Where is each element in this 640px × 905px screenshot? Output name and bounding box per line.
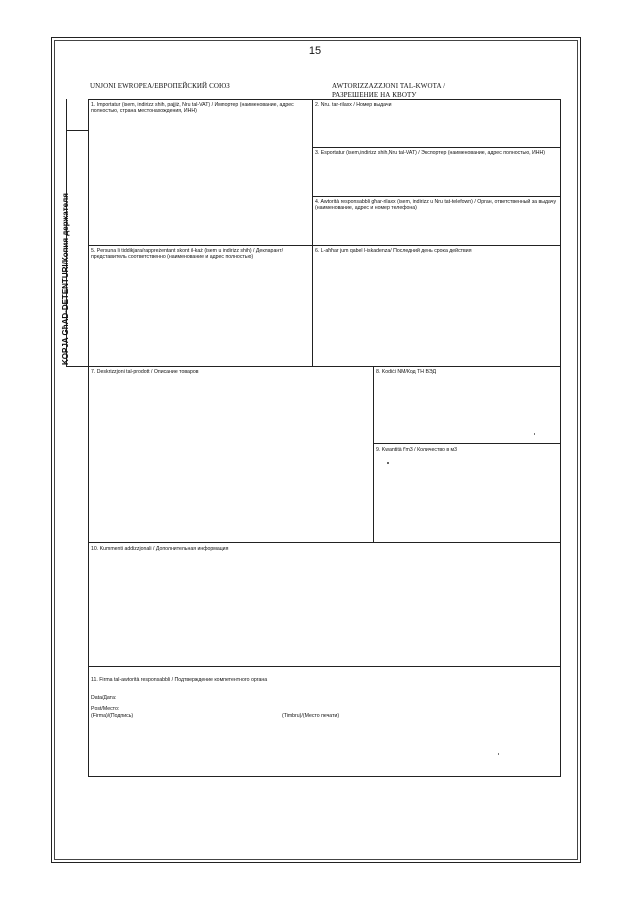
divider-7-8 — [373, 366, 374, 542]
scan-speck — [498, 753, 499, 755]
header-quota-title-ru: РАЗРЕШЕНИЕ НА КВОТУ — [332, 91, 417, 99]
box-7-description-label: 7. Deskrizzjoni tal-prodott / Описание товаров — [91, 369, 199, 375]
divider-2-3 — [312, 147, 561, 148]
header-quota-title: AWTORIZZAZZJONI TAL-KWOTA / — [332, 82, 446, 90]
box-10-additional-info-label: 10. Kummenti addizzjonali / Дополнительная информация — [91, 546, 229, 552]
form-right-border — [560, 99, 561, 777]
sidebar-holder-copy-label: KOPJA GћAD-DETENTURI/Копия держателя — [61, 193, 70, 365]
box-11-signature-label: 11. Firma tal-awtorità responsabbli / Подтверждение компетентного органа — [91, 677, 268, 683]
date-field-label: Data/Дата: — [91, 695, 117, 701]
box-1-importer-label: 1. Importatur (isem, indirizz shih, pajjiż, Nru tal-VAT) / Импортер (наименование, адрес полностью, страна местонахождения, ИНН) — [91, 102, 294, 115]
divider-row-7 — [66, 366, 561, 367]
page-number: 15 — [308, 45, 322, 57]
divider-row-5-6 — [88, 245, 561, 246]
divider-3-4 — [312, 196, 561, 197]
box-8-cn-code-label: 8. Kodiċi NM/Код ТН ВЭД — [376, 369, 436, 375]
divider-row-11 — [88, 666, 561, 667]
box-2-release-number-label: 2. Nru. tar-rilaxx / Номер выдачи — [315, 102, 392, 108]
upper-middle-divider — [312, 99, 313, 367]
header-union: UNJONI EWROPEA/ЕВРОПЕЙСКИЙ СОЮЗ — [90, 82, 230, 90]
stamp-field-label: (Timbru)/(Место печати) — [282, 713, 340, 719]
box-5-declarant-label: 5. Persuna li tiddikjara/rappreżentant skont il-każ (isem u indirizz shih) / Декларант/представитель соответственно (наименование и адрес полностью) — [91, 248, 284, 261]
place-field-label: Post/Место: — [91, 706, 120, 712]
box-9-quantity-label: 9. Kwantità f'm3 / Количество в м3 — [376, 447, 458, 453]
scan-speck — [387, 462, 389, 464]
form-top-border — [88, 99, 561, 100]
divider-row-10 — [88, 542, 561, 543]
scan-speck — [534, 433, 535, 435]
form-left-border — [88, 99, 89, 777]
box-3-exporter-label: 3. Esportatur (isem,indirizz shih,Nru tal-VAT) / Экспортер (наименование, адрес полностью, ИНН) — [315, 150, 545, 156]
box-6-expiry-label: 6. L-aħħar jum qabel l-iskadenza/ Последний день срока действия — [315, 248, 472, 254]
box-4-issuing-authority-label: 4. Awtorità responsabbli għar-rilaxx (isem, indirizz u Nru tat-telefown) / Орган, ответственный за выдачу (наименование, адрес и номер телефона) — [315, 199, 557, 212]
divider-8-9 — [373, 443, 561, 444]
signature-field-label: (Firma)/(Подпись) — [91, 713, 134, 719]
form-bottom-border — [88, 776, 561, 777]
